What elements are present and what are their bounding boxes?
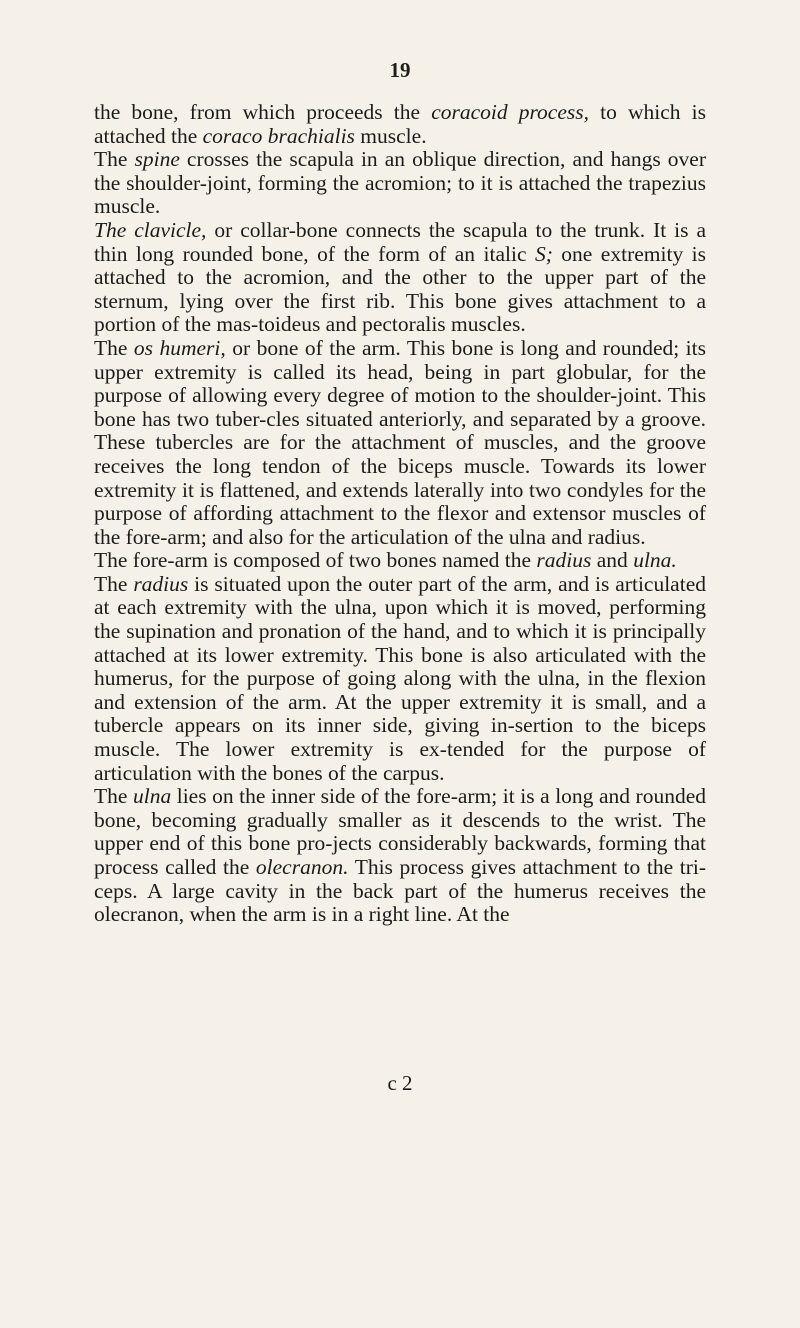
text-run: muscle. <box>354 123 427 148</box>
paragraph-clavicle <box>94 219 706 337</box>
italic-term: olecranon. <box>255 855 349 879</box>
italic-term: ulna. <box>633 548 677 573</box>
body-text <box>94 101 706 927</box>
text-run: one extremity is attached to the acromion, and the other to the upper part of the sternum, lying over the first rib. This bone gives attachment to a portion of the mas-toideus and pectoralis muscles. <box>94 241 706 337</box>
text-run: The <box>94 147 135 172</box>
italic-term: radius <box>536 548 592 573</box>
italic-term: coracoid process, <box>431 100 590 124</box>
italic-term: The clavicle, <box>94 217 207 242</box>
text-run: The fore-arm is composed of two bones named the <box>94 548 537 573</box>
text-run: crosses the scapula in an oblique direction, and hangs over the shoulder-joint, forming the acromion; to it is attached the trapezius muscle. <box>94 147 706 219</box>
text-run: This process gives attachment to the tri-ceps. A large cavity in the back part of the humerus receives the olecranon, when the arm is in a right line. At the <box>94 855 706 927</box>
italic-term: spine <box>134 147 180 172</box>
text-run: is situated upon the outer part of the arm, and is articulated at each extremity with the ulna, upon which it is moved, performing the supination and pronation of the hand, and to which it is principally attached at its lower extremity. This bone is also articulated with the humerus, for the purpose of going along with the ulna, in the flexion and extension of the arm. At the upper extremity it is small, and a tubercle appears on its inner side, giving in-sertion to the biceps muscle. The lower extremity is ex-tended for the purpose of articulation with the bones of the carpus. <box>94 571 706 785</box>
text-run: or collar-bone connects the scapula to the trunk. It is a thin long rounded bone, of the form of an italic <box>94 217 706 266</box>
signature-mark: c 2 <box>387 1071 413 1095</box>
text-run: The <box>94 335 134 360</box>
text-run: The <box>94 571 134 596</box>
paragraph-continuation <box>94 101 706 148</box>
italic-term: coraco brachialis <box>202 123 355 148</box>
text-run: The <box>94 784 133 809</box>
paragraph-fore-arm <box>94 549 706 573</box>
paragraph-os-humeri <box>94 337 706 549</box>
paragraph-spine <box>94 148 706 219</box>
text-run: to which is attached the <box>94 100 706 148</box>
text-run: lies on the inner side of the fore-arm; it is a long and rounded bone, becoming gradually smaller as it descends to the wrist. The upper end of this bone pro-jects considerably backwards, forming that process called the <box>94 784 706 879</box>
paragraph-ulna <box>94 785 706 927</box>
italic-term: S; <box>534 241 553 266</box>
text-run: the bone, from which proceeds the <box>94 100 432 124</box>
italic-term: ulna <box>132 784 172 809</box>
text-run: or bone of the arm. This bone is long and rounded; its upper extremity is called its head, being in part globular, for the purpose of allowing every degree of motion to the shoulder-joint. This bone has two tuber-cles situated anteriorly, and separated by a groove. These tubercles are for the attachment of muscles, and the groove receives the long tendon of the biceps muscle. Towards its lower extremity it is flattened, and extends laterally into two condyles for the purpose of affording attachment to the flexor and extensor muscles of the fore-arm; and also for the articulation of the ulna and radius. <box>94 335 706 549</box>
text-run: and <box>591 548 634 573</box>
italic-term: radius <box>133 571 189 596</box>
paragraph-radius <box>94 573 706 785</box>
italic-term: os humeri, <box>133 335 226 360</box>
page-number: 19 <box>389 58 411 82</box>
